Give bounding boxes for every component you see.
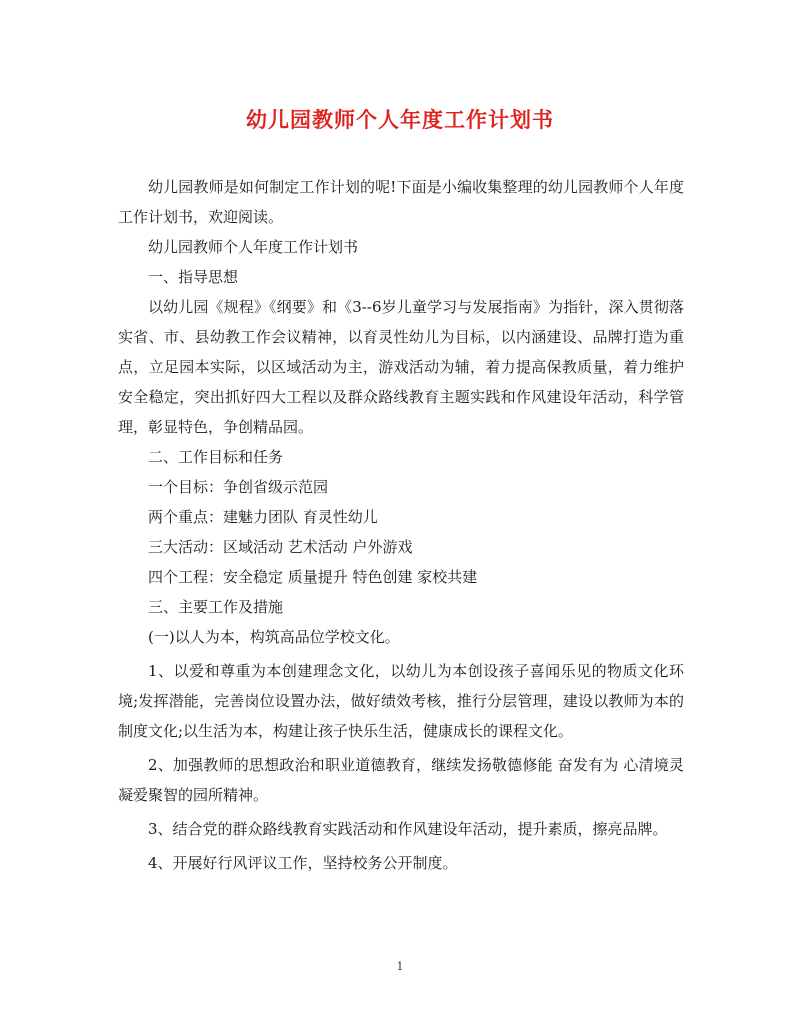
- paragraph: 两个重点：建魅力团队 育灵性幼儿: [148, 508, 378, 526]
- document-body: [118, 172, 684, 878]
- paragraph: 4、开展好行风评议工作，坚持校务公开制度。: [148, 854, 458, 872]
- section-heading: 三、主要工作及措施: [148, 598, 284, 616]
- document-title: 幼儿园教师个人年度工作计划书: [246, 108, 554, 132]
- section-heading: 一、指导思想: [148, 268, 239, 286]
- paragraph: 3、结合党的群众路线教育实践活动和作风建设年活动，提升素质，擦亮品牌。: [148, 820, 668, 838]
- section-heading: 二、工作目标和任务: [148, 448, 284, 466]
- paragraph: 2、加强教师的思想政治和职业道德教育，继续发扬敬德修能 奋发有为 心清境灵 凝爱聚智的园所精神。: [118, 756, 684, 804]
- paragraph: (一)以人为本，构筑高品位学校文化。: [148, 628, 400, 646]
- paragraph: 四个工程：安全稳定 质量提升 特色创建 家校共建: [148, 568, 478, 586]
- paragraph: 幼儿园教师是如何制定工作计划的呢!下面是小编收集整理的幼儿园教师个人年度工作计划书，欢迎阅读。: [118, 178, 684, 226]
- page-number: 1: [396, 960, 404, 973]
- paragraph: 一个目标：争创省级示范园: [148, 478, 329, 496]
- paragraph: 以幼儿园《规程》《纲要》和《3--6岁儿童学习与发展指南》为指针，深入贯彻落实省、市、县幼教工作会议精神，以育灵性幼儿为目标，以内涵建设、品牌打造为重点，立足园本实际，以区域活动为主，游戏活动为辅，着力提高保教质量，着力维护安全稳定，突出抓好四大工程以及群众路线教育主题实践和作风建设年活动，科学管理，彰显特色，争创精品园。: [118, 298, 684, 436]
- paragraph: 1、以爱和尊重为本创建理念文化，以幼儿为本创设孩子喜闻乐见的物质文化环境;发挥潜能，完善岗位设置办法，做好绩效考核，推行分层管理，建设以教师为本的制度文化;以生活为本，构建让孩子快乐生活，健康成长的课程文化。: [118, 662, 684, 740]
- paragraph: 三大活动：区域活动 艺术活动 户外游戏: [148, 538, 413, 556]
- paragraph: 幼儿园教师个人年度工作计划书: [148, 238, 359, 256]
